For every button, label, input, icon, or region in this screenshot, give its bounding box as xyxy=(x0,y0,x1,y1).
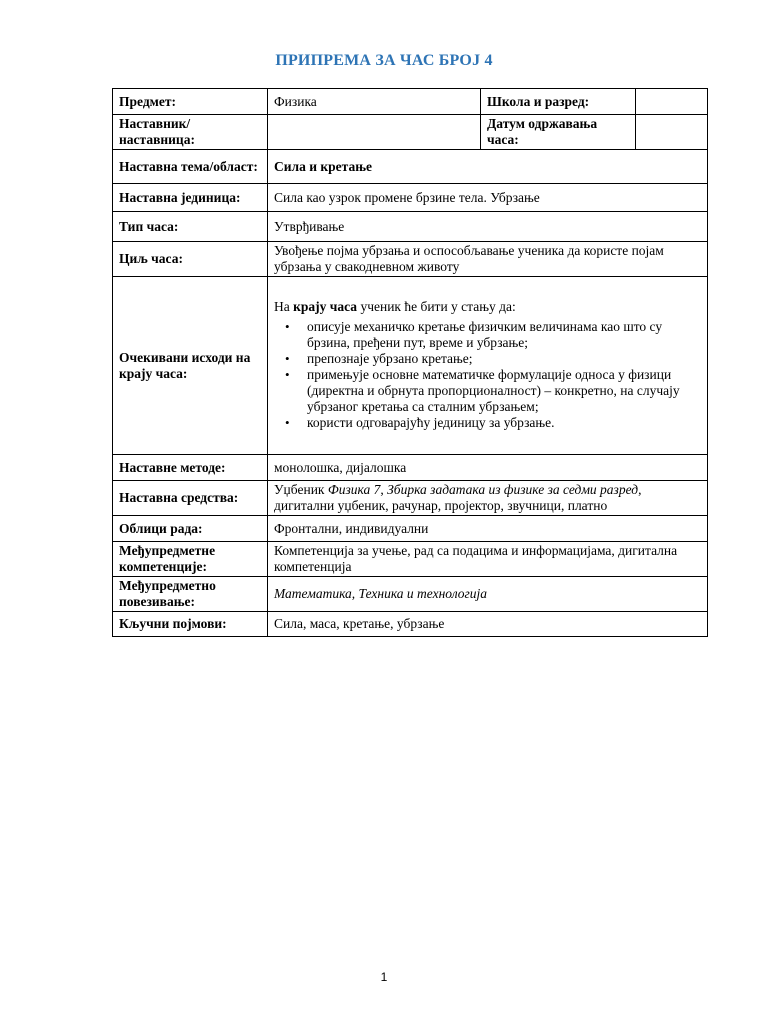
row-correlation xyxy=(113,577,708,612)
resources-suffix: , дигитални уџбеник, рачунар, пројектор, звучници, платно xyxy=(274,482,642,513)
outcomes-label: Очекивани исходи на крају часа: xyxy=(113,277,268,455)
topic-label: Наставна тема/област: xyxy=(113,150,268,184)
date-label: Датум одржавања часа: xyxy=(481,115,636,150)
goal-value: Увођење појма убрзања и оспособљавање ученика да користе појам убрзања у свакодневном животу xyxy=(268,242,708,277)
outcome-item: • описује механичко кретање физичким величинама као што су брзина, пређени пут, време и убрзање; xyxy=(307,319,701,351)
resources-separator: , xyxy=(380,482,388,497)
work-forms-value: Фронтални, индивидуални xyxy=(268,516,708,542)
outcome-item: • користи одговарајућу јединицу за убрзање. xyxy=(307,415,701,431)
keywords-label: Кључни појмови: xyxy=(113,612,268,637)
row-lesson-type xyxy=(113,212,708,242)
page-title: ПРИПРЕМА ЗА ЧАС БРОЈ 4 xyxy=(275,52,493,69)
methods-label: Наставне методе: xyxy=(113,455,268,481)
keywords-value: Сила, маса, кретање, убрзање xyxy=(268,612,708,637)
teacher-label: Наставник/ наставница: xyxy=(113,115,268,150)
resources-value xyxy=(268,481,708,516)
resources-prefix: Уџбеник xyxy=(274,482,328,497)
lesson-type-label: Тип часа: xyxy=(113,212,268,242)
row-topic xyxy=(113,150,708,184)
outcomes-intro-suffix: ученик ће бити у стању да: xyxy=(357,298,516,314)
row-unit xyxy=(113,184,708,212)
subject-label: Предмет: xyxy=(113,89,268,115)
date-value xyxy=(636,115,708,150)
subject-value: Физика xyxy=(268,89,481,115)
outcomes-cell xyxy=(268,277,708,455)
goal-label: Циљ часа: xyxy=(113,242,268,277)
row-teacher xyxy=(113,115,708,150)
resources-label: Наставна средства: xyxy=(113,481,268,516)
row-goal xyxy=(113,242,708,277)
outcomes-list xyxy=(274,319,701,431)
resources-book-textbook: Физика 7 xyxy=(327,482,381,497)
correlation-label: Међупредметно повезивање: xyxy=(113,577,268,612)
lesson-plan-table xyxy=(112,88,708,637)
topic-value: Сила и кретање xyxy=(268,150,708,184)
outcomes-intro-prefix: На xyxy=(274,298,294,314)
methods-value: монолошка, дијалошка xyxy=(268,455,708,481)
outcomes-intro xyxy=(274,299,701,315)
school-value xyxy=(636,89,708,115)
row-keywords xyxy=(113,612,708,637)
row-outcomes xyxy=(113,277,708,455)
lesson-type-value: Утврђивање xyxy=(268,212,708,242)
row-subject xyxy=(113,89,708,115)
correlation-value: Математика, Техника и технологија xyxy=(268,577,708,612)
competences-value: Компетенција за учење, рад са подацима и информацијама, дигитална компетенција xyxy=(268,542,708,577)
row-competences xyxy=(113,542,708,577)
row-resources xyxy=(113,481,708,516)
outcomes-intro-bold: крају часа xyxy=(293,298,358,314)
work-forms-label: Облици рада: xyxy=(113,516,268,542)
school-label: Школа и разред: xyxy=(481,89,636,115)
competences-label: Међупредметне компетенције: xyxy=(113,542,268,577)
unit-value: Сила као узрок промене брзине тела. Убрзање xyxy=(268,184,708,212)
unit-label: Наставна јединица: xyxy=(113,184,268,212)
teacher-value xyxy=(268,115,481,150)
outcome-item: • примењује основне математичке формулације односа у физици (директна и обрнута пропорционалност) – конкретно, на случају убрзаног кретања са сталним убрзањем; xyxy=(307,367,701,415)
resources-book-workbook: Збирка задатака из физике за седми разред xyxy=(387,482,639,497)
row-methods xyxy=(113,455,708,481)
row-work-forms xyxy=(113,516,708,542)
page-number: 1 xyxy=(380,970,388,984)
outcome-item: • препознаје убрзано кретање; xyxy=(307,351,701,367)
